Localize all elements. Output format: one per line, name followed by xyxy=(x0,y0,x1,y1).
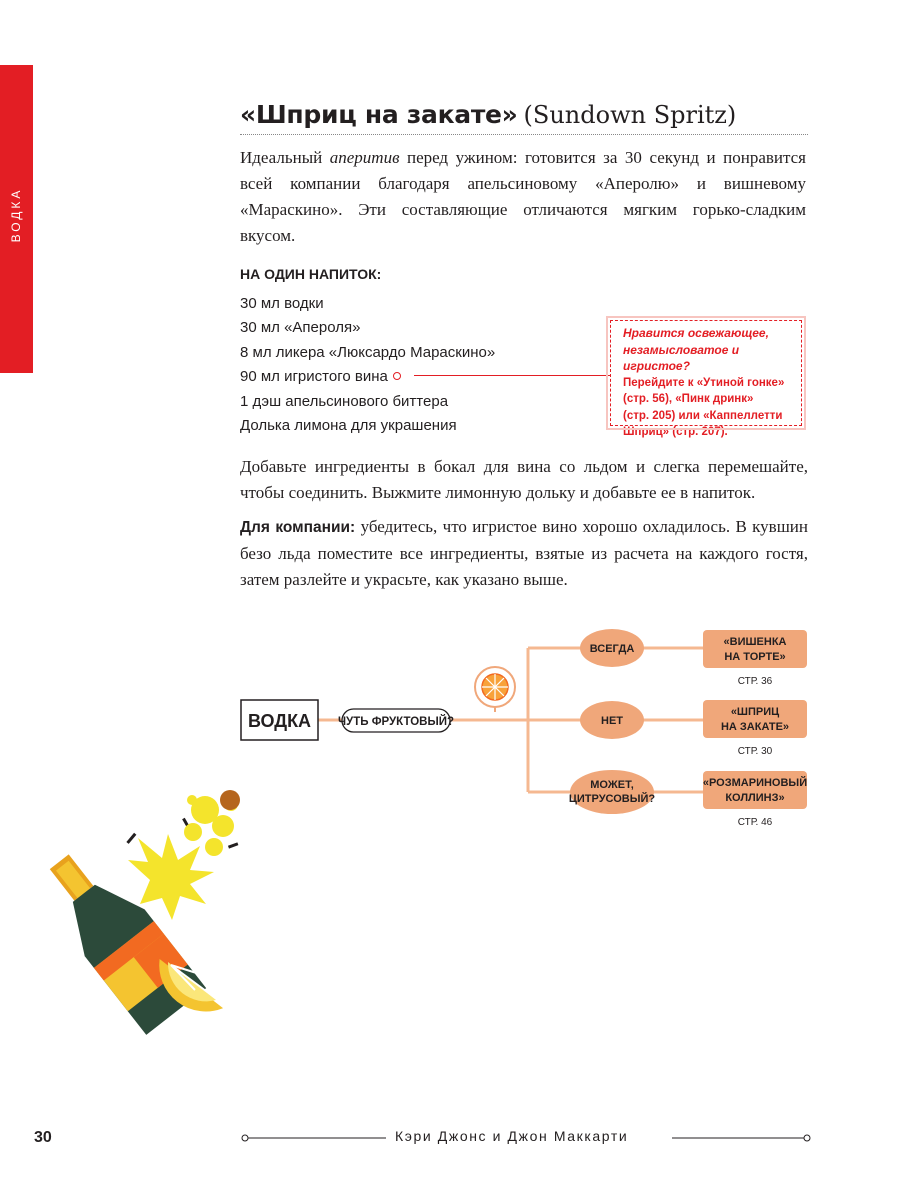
ingredient-item: Долька лимона для украшения xyxy=(240,417,457,435)
tip-line: (стр. 56), «Пинк дринк» xyxy=(623,393,754,405)
party-label: Для компании: xyxy=(240,519,356,536)
tip-line: (стр. 205) или «Каппеллетти xyxy=(623,409,783,422)
tip-line: Шприц» (стр. 207). xyxy=(623,426,728,438)
instructions-paragraph: Добавьте ингредиенты в бокал для вина со льдом и слегка перемешайте, чтобы соединить. Выжмите лимонную дольку и добавьте ее в напиток. xyxy=(240,457,808,502)
ingredient-item: 8 мл ликера «Люксардо Мараскино» xyxy=(240,343,496,361)
flow-page-ref: СТР. 36 xyxy=(737,676,773,687)
intro-text-start: Идеальный xyxy=(240,148,330,167)
flow-answer-label: МОЖЕТ, xyxy=(590,779,634,791)
intro-text-rest: перед ужином: готовится за 30 секунд и понравится всей компании благодаря апельсиновому «Аперолю» и вишневому «Мараскино». Эти составляющие отличаются мягким горько-сладким вкусом. xyxy=(240,148,806,245)
flow-answer-label: НЕТ xyxy=(601,715,623,727)
flow-start-label: ВОДКА xyxy=(247,711,312,731)
ingredient-item-text: 90 мл игристого вина xyxy=(240,368,388,386)
flow-answer-label: ВСЕГДА xyxy=(589,643,635,655)
orange-slice-icon xyxy=(475,667,515,712)
party-text: убедитесь, что игристое вино хорошо охладилось. В кувшин безо льда поместите все ингредиенты, взятые из расчета на каждого гостя, затем разлейте и украсьте, как указано выше. xyxy=(240,517,808,589)
flow-result-label: НА ЗАКАТЕ» xyxy=(720,721,790,733)
section-tab-label: ВОДКА xyxy=(9,187,23,243)
ingredient-item: 1 дэш апельсинового биттера xyxy=(240,392,449,410)
flow-page-ref: СТР. 46 xyxy=(737,817,773,828)
intro-italic-word: аперитив xyxy=(329,148,400,167)
tip-question: Нравится освежающее, незамысловатое и игристое? xyxy=(623,326,769,373)
page-number: 30 xyxy=(34,1129,52,1146)
ingredients-heading: НА ОДИН НАПИТОК: xyxy=(240,266,382,282)
ingredient-item: 30 мл «Апероля» xyxy=(240,319,361,337)
flow-result-label: КОЛЛИНЗ» xyxy=(725,792,785,804)
title-russian: «Шприц на закате» xyxy=(240,100,518,129)
tip-line: Перейдите к «Утиной гонке» xyxy=(623,376,785,389)
flow-answer-label: ЦИТРУСОВЫЙ? xyxy=(568,793,656,805)
flow-result-label: «ВИШЕНКА xyxy=(723,636,787,648)
flow-question-label: ЧУТЬ ФРУКТОВЫЙ? xyxy=(337,716,455,728)
flow-answer-node xyxy=(570,770,654,814)
flow-result-label: «ШПРИЦ xyxy=(730,706,780,718)
footer-authors: Кэри Джонс и Джон Маккарти xyxy=(395,1128,629,1144)
flow-page-ref: СТР. 30 xyxy=(737,746,773,757)
flow-result-label: НА ТОРТЕ» xyxy=(724,651,786,663)
flow-result-label: «РОЗМАРИНОВЫЙ xyxy=(702,777,808,789)
title-english: (Sundown Spritz) xyxy=(523,101,737,129)
ingredient-item: 30 мл водки xyxy=(240,295,324,312)
